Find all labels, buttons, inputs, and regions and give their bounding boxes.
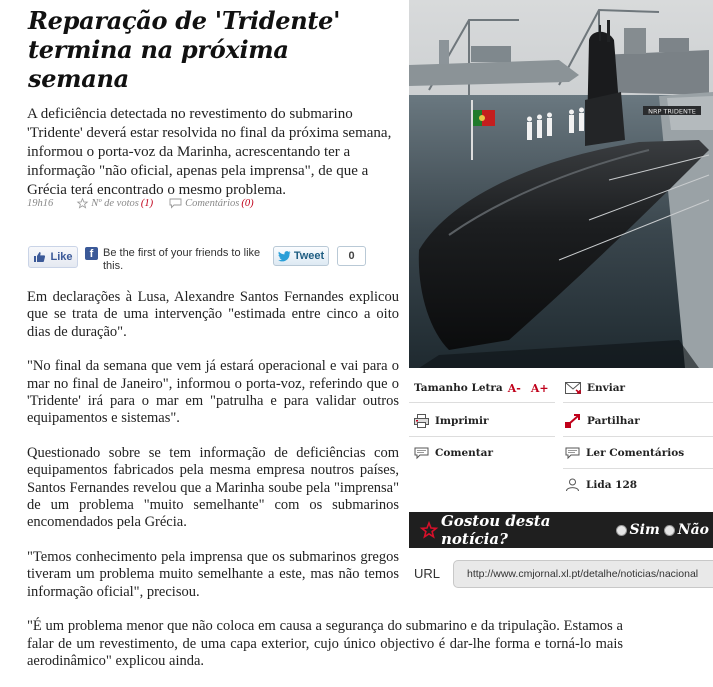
body-paragraph: "É um problema menor que não coloca em causa a segurança do submarino e da tripulação. Estamos a falar de um revestimento, de uma capa exterior, cujo único objectivo é dar-lhe forma e torná-lo mais aerodinâmico" explicou ainda. — [27, 618, 623, 669]
body-paragraph: "Temos conhecimento pela imprensa que os submarinos gregos tiveram um problema muito semelhante a este, mas não temos informação oficial", precisou. — [27, 548, 399, 600]
votes-label: Nº de votos — [91, 197, 139, 209]
comments-link[interactable] — [169, 198, 254, 209]
votes-count: (1) — [140, 197, 154, 209]
url-field[interactable]: http://www.cmjornal.xl.pt/detalhe/noticias/nacional — [453, 560, 713, 588]
comment-bubble-icon — [169, 198, 182, 209]
envelope-icon — [565, 382, 581, 394]
read-count-label: Lida 128 — [586, 479, 638, 491]
star-icon — [77, 198, 88, 209]
facebook-social-text — [85, 247, 265, 273]
divider — [563, 436, 713, 437]
url-row — [409, 560, 713, 588]
poll-yes-radio[interactable] — [616, 525, 627, 536]
comments-label: Comentários — [185, 197, 240, 209]
fb-friends-text: Be the first of your friends to like this. — [103, 247, 261, 272]
article-lead: A deficiência detectada no revestimento do submarino 'Tridente' deverá estar resolvida no final da próxima semana, informou o porta-voz da Marinha, acrescentando ter a informação "não oficial, apenas pela imprensa", de que a Grécia terá encontrado o mesmo problema. — [27, 106, 392, 198]
body-paragraph: Em declarações à Lusa, Alexandre Santos Fernandes explicou que se trata de uma intervenção "estimada entre cinco a oito dias de duração". — [27, 289, 399, 340]
comment-button[interactable] — [414, 442, 493, 464]
thumbs-up-icon — [33, 251, 46, 263]
read-count — [565, 474, 637, 496]
font-size-control — [414, 377, 549, 399]
twitter-bird-icon — [278, 251, 291, 262]
printer-icon — [414, 414, 429, 428]
poll-no-label: Não — [677, 522, 709, 538]
poll-question: Gostou desta notícia? — [441, 512, 551, 548]
divider — [409, 402, 555, 403]
read-comments-button[interactable] — [565, 442, 684, 464]
hull-name-text: NRP TRIDENTE — [648, 107, 696, 116]
comment-label: Comentar — [435, 447, 493, 459]
font-increase-button[interactable]: A+ — [530, 381, 549, 395]
poll-yes-option[interactable] — [616, 522, 660, 538]
poll-no-option[interactable] — [664, 522, 709, 538]
divider — [563, 468, 713, 469]
print-label: Imprimir — [435, 415, 489, 427]
submarine-photo-image — [409, 0, 713, 368]
share-button[interactable] — [565, 410, 640, 432]
url-label: URL — [414, 566, 441, 581]
font-decrease-button[interactable]: A- — [507, 381, 521, 395]
tweet-button[interactable] — [273, 246, 329, 266]
body-paragraph: Questionado sobre se tem informação de deficiências com equipamentos fabricados pela mesma empresa noutros países, Santos Fernandes revelou que a Marinha soube pela "imprensa" de um problema "muito semelhante" com os submarinos encomendados pela Grécia. — [27, 444, 399, 531]
publish-time: 19h16 — [27, 197, 54, 209]
star-outline-icon — [421, 522, 437, 538]
article-photo — [409, 0, 713, 368]
like-label: Like — [50, 251, 73, 263]
speech-bubble-icon — [414, 447, 429, 460]
tweet-count-badge: 0 — [337, 246, 366, 266]
votes-link[interactable] — [77, 198, 153, 209]
article-headline: Reparação de 'Tridente' termina na próxima semana — [28, 6, 341, 93]
read-comments-label: Ler Comentários — [586, 447, 685, 459]
print-button[interactable] — [414, 410, 489, 432]
poll-yes-label: Sim — [629, 522, 660, 538]
share-icon — [565, 414, 581, 428]
tweet-label: Tweet — [293, 250, 325, 262]
divider — [409, 436, 555, 437]
person-icon — [565, 478, 580, 492]
poll-no-radio[interactable] — [664, 525, 675, 536]
send-button[interactable] — [565, 377, 625, 399]
font-size-label: Tamanho Letra — [414, 382, 503, 394]
comments-icon — [565, 447, 580, 460]
article-meta — [27, 196, 254, 210]
body-paragraph: "No final da semana que vem já estará operacional e vai para o mar no final de Janeiro", informou o porta-voz, referindo que o 'Tridente' irá para o mar em "patrulha e para validar outros equipamentos e sistemas". — [27, 358, 399, 427]
comments-count: (0) — [241, 197, 254, 209]
send-label: Enviar — [587, 382, 626, 394]
share-label: Partilhar — [587, 415, 640, 427]
article-poll — [409, 512, 713, 548]
facebook-like-button[interactable] — [28, 246, 78, 268]
facebook-logo-icon: f — [85, 247, 98, 260]
article-tools — [409, 376, 713, 500]
divider — [563, 402, 713, 403]
